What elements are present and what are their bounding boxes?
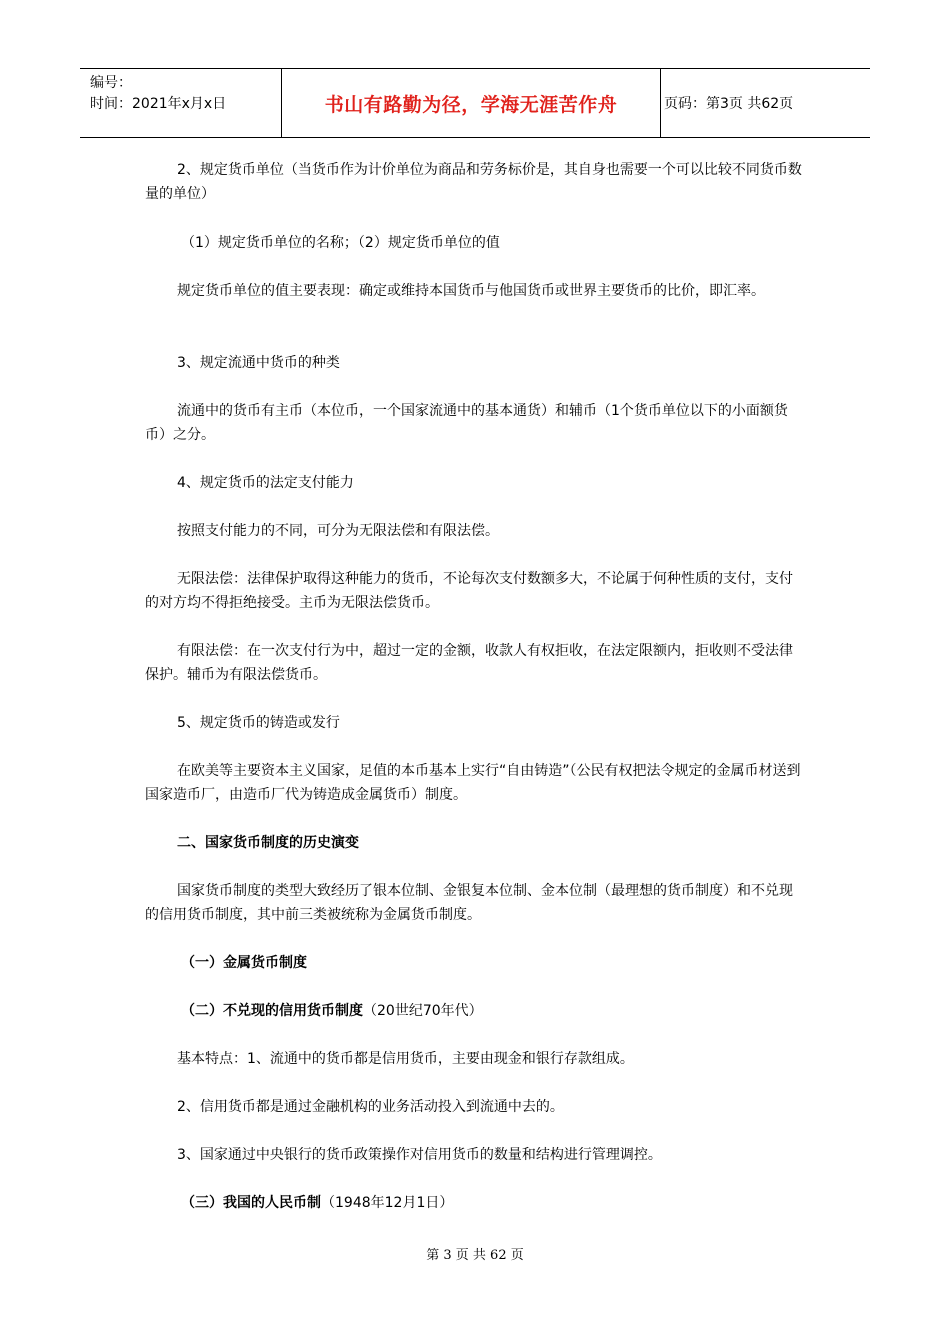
paragraph-exchange-rate: 规定货币单位的值主要表现：确定或维持本国货币与他国货币或世界主要货币的比价，即汇率。 <box>177 283 765 299</box>
subheading-credit-currency: （二）不兑现的信用货币制度 <box>181 1003 363 1019</box>
paragraph-limited-legal-tender: 有限法偿：在一次支付行为中，超过一定的金额，收款人有权拒收，在法定限额内，拒收则不受法律保护。辅币为有限法偿货币。 <box>145 643 793 683</box>
header-page-number: 页码：第3页 共62页 <box>664 96 794 112</box>
heading-minting-issuance: 5、规定货币的铸造或发行 <box>177 715 340 731</box>
subheading-rmb-system: （三）我国的人民币制 <box>181 1195 321 1211</box>
heading-legal-tender: 4、规定货币的法定支付能力 <box>177 475 354 491</box>
page-footer: 第 3 页 共 62 页 <box>426 1248 524 1263</box>
header-divider-right <box>660 69 661 137</box>
heading-currency-types: 3、规定流通中货币的种类 <box>177 355 340 371</box>
header-meta <box>90 73 226 115</box>
page-header <box>80 68 870 138</box>
paragraph-system-types: 国家货币制度的类型大致经历了银本位制、金银复本位制、金本位制（最理想的货币制度）和不兑现的信用货币制度，其中前三类被统称为金属货币制度。 <box>145 883 793 923</box>
subheading-rmb-line <box>145 1191 805 1215</box>
subheading-credit-currency-line <box>145 999 805 1023</box>
subheading-metal-currency: （一）金属货币制度 <box>181 955 307 971</box>
document-number-label: 编号： <box>90 75 132 91</box>
paragraph-main-auxiliary-currency: 流通中的货币有主币（本位币，一个国家流通中的基本通货）和辅币（1个货币单位以下的小面额货币）之分。 <box>145 403 788 443</box>
subheading-credit-currency-date: （20世纪70年代） <box>363 1003 483 1019</box>
subheading-rmb-date: （1948年12月1日） <box>321 1195 454 1211</box>
paragraph-monetary-unit: 2、规定货币单位（当货币作为计价单位为商品和劳务标价是，其自身也需要一个可以比较不同货币数量的单位） <box>145 162 802 202</box>
document-time-label: 时间：2021年x月x日 <box>90 96 227 112</box>
paragraph-feature-two: 2、信用货币都是通过金融机构的业务活动投入到流通中去的。 <box>177 1099 564 1115</box>
paragraph-legal-tender-types: 按照支付能力的不同，可分为无限法偿和有限法偿。 <box>177 523 499 539</box>
paragraph-feature-three: 3、国家通过中央银行的货币政策操作对信用货币的数量和结构进行管理调控。 <box>177 1147 662 1163</box>
header-motto: 书山有路勤为径，学海无涯苦作舟 <box>324 93 618 116</box>
paragraph-unlimited-legal-tender: 无限法偿：法律保护取得这种能力的货币，不论每次支付数额多大，不论属于何种性质的支付，支付的对方均不得拒绝接受。主币为无限法偿货币。 <box>145 571 793 611</box>
paragraph-basic-features: 基本特点：1、流通中的货币都是信用货币，主要由现金和银行存款组成。 <box>177 1051 634 1067</box>
paragraph-unit-name-value: （1）规定货币单位的名称；（2）规定货币单位的值 <box>181 235 500 251</box>
paragraph-free-minting: 在欧美等主要资本主义国家，足值的本币基本上实行“自由铸造”（公民有权把法令规定的金属币材送到国家造币厂，由造币厂代为铸造成金属货币）制度。 <box>145 763 801 803</box>
section-heading-history: 二、国家货币制度的历史演变 <box>177 835 359 851</box>
